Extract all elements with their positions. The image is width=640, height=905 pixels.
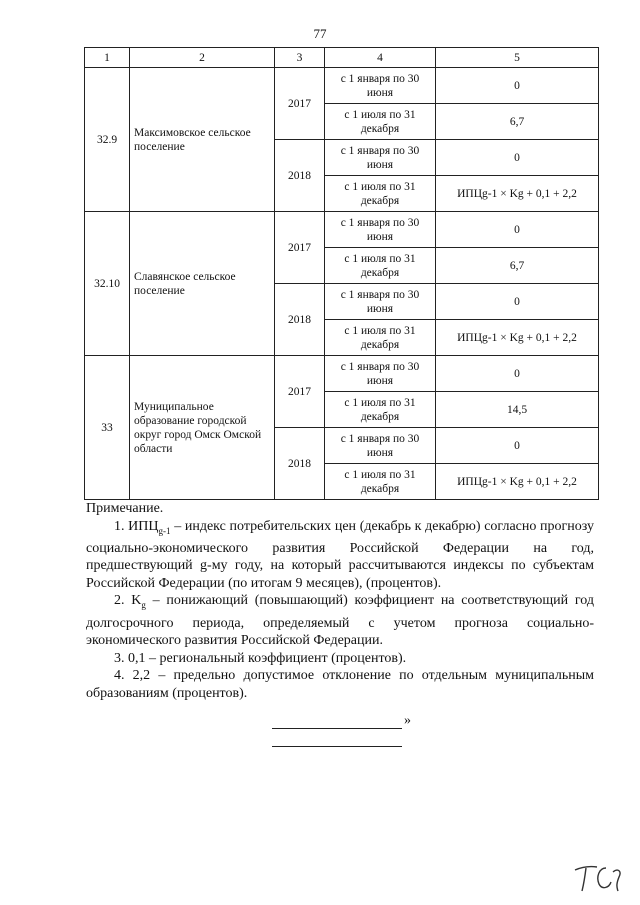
municipality-name: Максимовское сельское поселение <box>130 68 275 212</box>
municipality-name: Муниципальное образование городской округ город Омск Омской области <box>130 356 275 500</box>
table-row <box>85 356 599 392</box>
header-col-3: 3 <box>275 48 325 68</box>
header-col-1: 1 <box>85 48 130 68</box>
period-cell: с 1 января по 30 июня <box>325 284 436 320</box>
header-col-4: 4 <box>325 48 436 68</box>
note-4: 4. 2,2 – предельно допустимое отклонение по отдельным муниципальным образованиям (процентов). <box>86 668 594 701</box>
note-2-start: 2. K <box>114 593 142 609</box>
period-cell: с 1 июля по 31 декабря <box>325 248 436 284</box>
value-cell: 0 <box>436 284 599 320</box>
handwritten-signature <box>572 858 624 899</box>
header-col-5: 5 <box>436 48 599 68</box>
period-cell: с 1 июля по 31 декабря <box>325 176 436 212</box>
note-1-subscript: g-1 <box>158 525 171 536</box>
year-cell: 2018 <box>275 140 325 212</box>
row-number: 33 <box>85 356 130 500</box>
note-2-subscript: g <box>141 600 146 611</box>
note-2-text: – понижающий (повышающий) коэффициент на соответствующий год долгосрочного периода, определяемый с учетом прогноза социально-экономического развития Российской Федерации. <box>86 593 594 649</box>
value-cell: 0 <box>436 428 599 464</box>
value-cell: ИПЦg-1 × Kg + 0,1 + 2,2 <box>436 320 599 356</box>
signature-line-bottom <box>272 746 402 747</box>
notes-title: Примечание. <box>86 501 164 516</box>
notes-section <box>86 500 594 702</box>
signature-drawing <box>572 858 624 894</box>
value-cell: ИПЦg-1 × Kg + 0,1 + 2,2 <box>436 464 599 500</box>
value-cell: 6,7 <box>436 248 599 284</box>
year-cell: 2017 <box>275 212 325 284</box>
period-cell: с 1 января по 30 июня <box>325 140 436 176</box>
period-cell: с 1 июля по 31 декабря <box>325 104 436 140</box>
year-cell: 2018 <box>275 428 325 500</box>
period-cell: с 1 января по 30 июня <box>325 428 436 464</box>
note-1-start: 1. ИПЦ <box>114 518 159 534</box>
row-number: 32.10 <box>85 212 130 356</box>
value-cell: 6,7 <box>436 104 599 140</box>
table-row <box>85 68 599 104</box>
period-cell: с 1 июля по 31 декабря <box>325 320 436 356</box>
header-col-2: 2 <box>130 48 275 68</box>
value-cell: 0 <box>436 212 599 248</box>
year-cell: 2018 <box>275 284 325 356</box>
table-header-row <box>85 48 599 68</box>
value-cell: 14,5 <box>436 392 599 428</box>
period-cell: с 1 июля по 31 декабря <box>325 464 436 500</box>
period-cell: с 1 января по 30 июня <box>325 356 436 392</box>
note-3: 3. 0,1 – региональный коэффициент (процентов). <box>114 650 407 666</box>
year-cell: 2017 <box>275 356 325 428</box>
page-number: 77 <box>313 26 327 41</box>
signature-line-top <box>272 728 402 729</box>
note-1 <box>86 518 594 593</box>
value-cell: ИПЦg-1 × Kg + 0,1 + 2,2 <box>436 176 599 212</box>
period-cell: с 1 января по 30 июня <box>325 212 436 248</box>
value-cell: 0 <box>436 68 599 104</box>
table-row <box>85 212 599 248</box>
period-cell: с 1 января по 30 июня <box>325 68 436 104</box>
municipality-name: Славянское сельское поселение <box>130 212 275 356</box>
note-1-text: – индекс потребительских цен (декабрь к декабрю) согласно прогнозу социально-экономического развития Российской Федерации на год, предшествующий g-му году, на который рассчитываются индексы по субъектам Российской Федерации (по итогам 9 месяцев), (процентов). <box>86 518 594 591</box>
period-cell: с 1 июля по 31 декабря <box>325 392 436 428</box>
closing-quote: » <box>404 713 411 728</box>
year-cell: 2017 <box>275 68 325 140</box>
value-cell: 0 <box>436 356 599 392</box>
value-cell: 0 <box>436 140 599 176</box>
tariff-table <box>84 47 599 500</box>
row-number: 32.9 <box>85 68 130 212</box>
note-2 <box>86 592 594 649</box>
